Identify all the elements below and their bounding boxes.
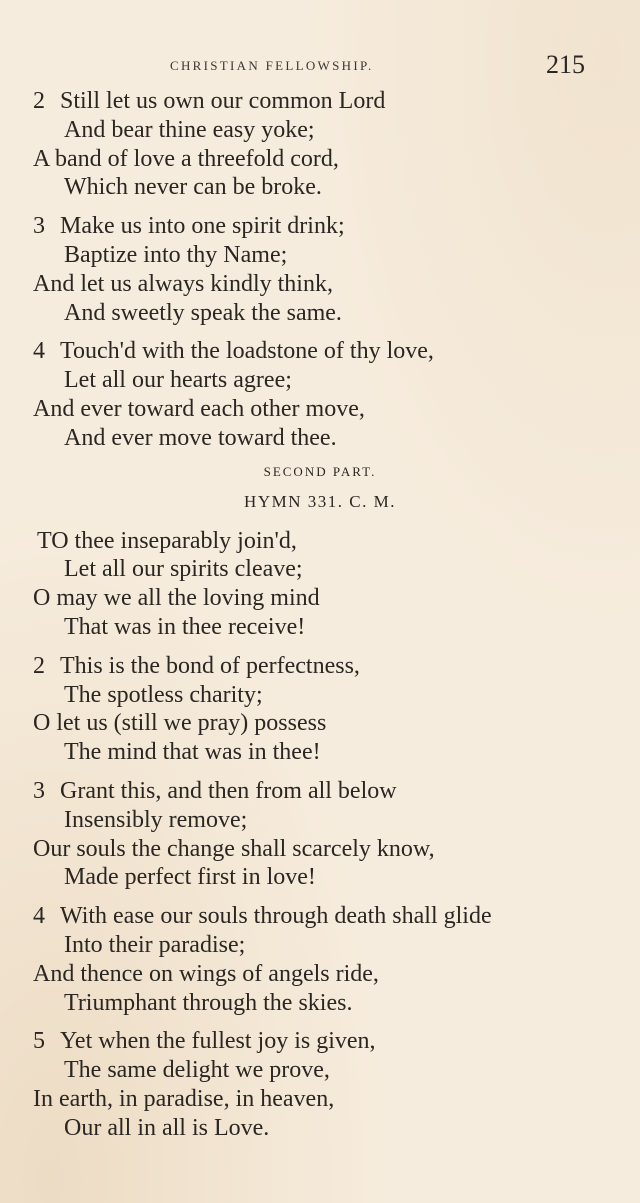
verse-text: Touch'd with the loadstone of thy love, bbox=[60, 338, 434, 365]
verse-text: The mind that was in thee! bbox=[64, 739, 321, 766]
verse-line bbox=[0, 366, 640, 395]
hymn-part-two bbox=[0, 527, 640, 1143]
verse-line bbox=[0, 652, 640, 681]
verse-line bbox=[0, 931, 640, 960]
verse-line bbox=[0, 299, 640, 328]
stanza bbox=[0, 652, 640, 767]
verse-line bbox=[0, 555, 640, 584]
stanza-number: 4 bbox=[33, 903, 45, 930]
verse-text: And ever toward each other move, bbox=[33, 395, 365, 422]
verse-line bbox=[0, 681, 640, 710]
verse-line bbox=[0, 337, 640, 366]
verse-line bbox=[0, 738, 640, 767]
verse-text: O let us (still we pray) possess bbox=[33, 710, 327, 737]
stanza bbox=[0, 902, 640, 1017]
stanza-number: 4 bbox=[33, 338, 45, 365]
stanza bbox=[0, 337, 640, 452]
verse-text: Into their paradise; bbox=[64, 931, 246, 958]
verse-text: TO thee inseparably join'd, bbox=[37, 527, 297, 554]
verse-text: With ease our souls through death shall glide bbox=[60, 903, 492, 930]
verse-line bbox=[0, 527, 640, 556]
verse-line bbox=[0, 863, 640, 892]
stanza bbox=[0, 777, 640, 892]
verse-line bbox=[0, 902, 640, 931]
verse-line bbox=[0, 87, 640, 116]
verse-text: The spotless charity; bbox=[64, 681, 263, 708]
verse-line bbox=[0, 960, 640, 989]
verse-line bbox=[0, 806, 640, 835]
verse-text: And sweetly speak the same. bbox=[64, 299, 342, 326]
verse-line bbox=[0, 1056, 640, 1085]
verse-line bbox=[0, 395, 640, 424]
verse-line bbox=[0, 270, 640, 299]
verse-line bbox=[0, 709, 640, 738]
verse-text: And thence on wings of angels ride, bbox=[33, 960, 379, 987]
verse-line bbox=[0, 212, 640, 241]
running-head: CHRISTIAN FELLOWSHIP. bbox=[170, 58, 374, 73]
verse-line bbox=[0, 173, 640, 202]
stanza-number: 5 bbox=[33, 1028, 45, 1055]
verse-line bbox=[0, 777, 640, 806]
stanza-number: 3 bbox=[33, 777, 45, 804]
verse-text: And ever move toward thee. bbox=[64, 424, 337, 451]
verse-text: A band of love a threefold cord, bbox=[33, 145, 339, 172]
verse-line bbox=[0, 424, 640, 453]
verse-text: Triumphant through the skies. bbox=[64, 989, 353, 1016]
verse-text: Our souls the change shall scarcely know, bbox=[33, 835, 435, 862]
verse-line bbox=[0, 145, 640, 174]
verse-text: Made perfect first in love! bbox=[64, 864, 316, 891]
verse-text: Our all in all is Love. bbox=[64, 1114, 270, 1141]
section-heading: SECOND PART. bbox=[263, 463, 377, 479]
page-header bbox=[0, 50, 640, 86]
verse-text: Which never can be broke. bbox=[64, 174, 322, 201]
verse-text: Baptize into thy Name; bbox=[64, 241, 288, 268]
hymn-part-one bbox=[0, 87, 640, 453]
verse-line bbox=[0, 1027, 640, 1056]
stanza bbox=[0, 212, 640, 327]
hymn-heading: HYMN 331. C. M. bbox=[244, 491, 396, 511]
verse-text: This is the bond of perfectness, bbox=[60, 652, 360, 679]
page-number: 215 bbox=[546, 50, 585, 79]
stanza bbox=[0, 1027, 640, 1142]
stanza-number: 2 bbox=[33, 88, 45, 114]
page-content bbox=[0, 87, 640, 1153]
verse-line bbox=[0, 989, 640, 1018]
verse-line bbox=[0, 584, 640, 613]
verse-text: Still let us own our common Lord bbox=[60, 88, 386, 114]
verse-text: The same delight we prove, bbox=[64, 1057, 330, 1084]
verse-line bbox=[0, 613, 640, 642]
verse-line bbox=[0, 835, 640, 864]
verse-text: And let us always kindly think, bbox=[33, 270, 333, 297]
stanza bbox=[0, 87, 640, 202]
verse-text: O may we all the loving mind bbox=[33, 585, 320, 612]
stanza-number: 3 bbox=[33, 213, 45, 240]
verse-text: That was in thee receive! bbox=[64, 613, 306, 640]
verse-text: Insensibly remove; bbox=[64, 806, 248, 833]
verse-text: And bear thine easy yoke; bbox=[64, 116, 315, 143]
verse-text: Yet when the fullest joy is given, bbox=[60, 1028, 376, 1055]
verse-line bbox=[0, 1085, 640, 1114]
stanza bbox=[0, 527, 640, 642]
verse-text: Let all our spirits cleave; bbox=[64, 556, 303, 583]
verse-text: Grant this, and then from all below bbox=[60, 777, 397, 804]
verse-text: Let all our hearts agree; bbox=[64, 367, 292, 394]
verse-line bbox=[0, 116, 640, 145]
verse-text: In earth, in paradise, in heaven, bbox=[33, 1085, 335, 1112]
stanza-number: 2 bbox=[33, 652, 45, 679]
verse-text: Make us into one spirit drink; bbox=[60, 213, 345, 240]
verse-line bbox=[0, 241, 640, 270]
verse-line bbox=[0, 1114, 640, 1143]
